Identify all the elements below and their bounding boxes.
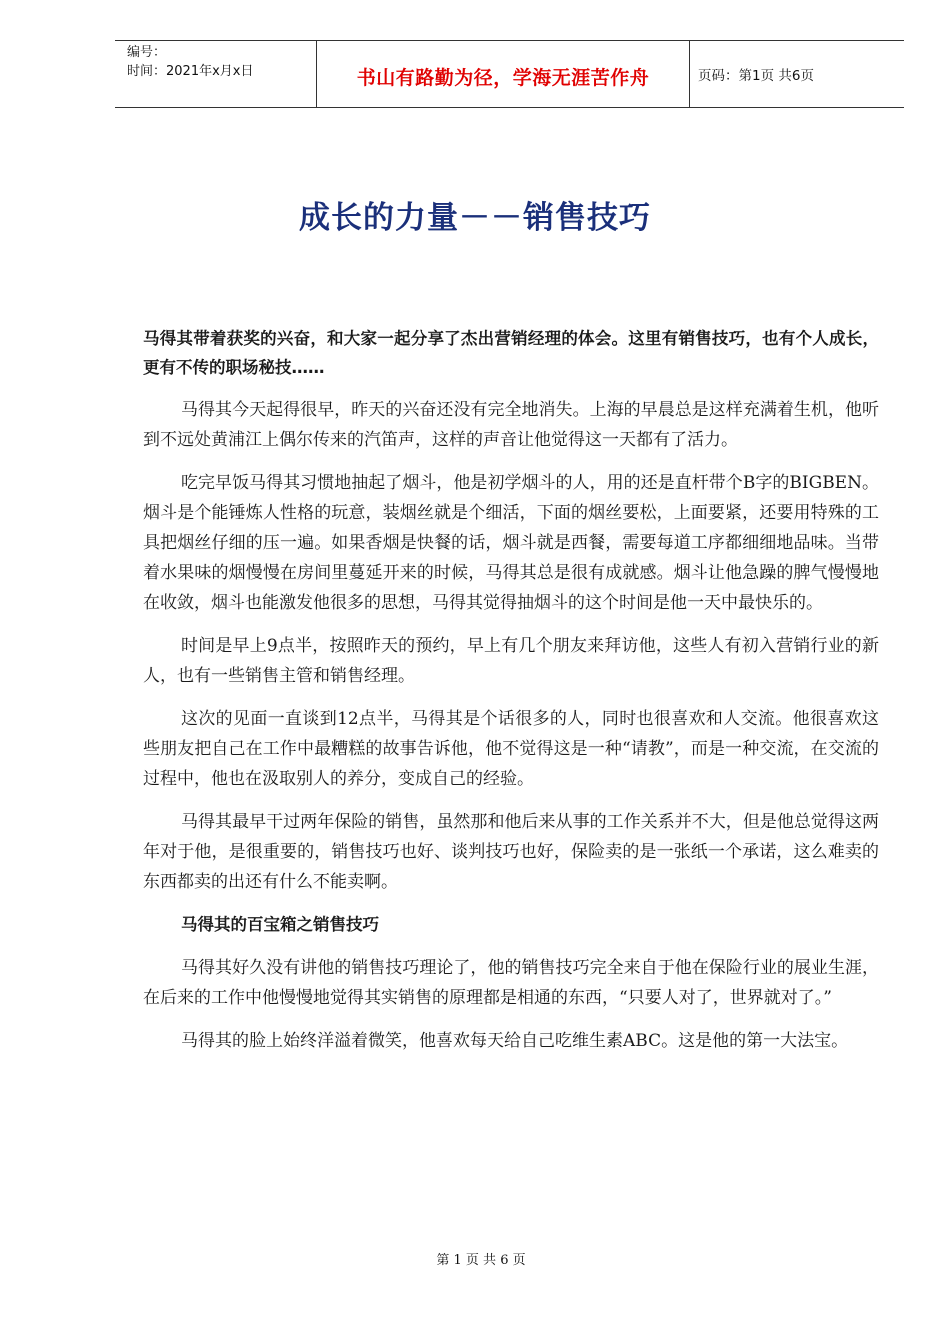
lead-paragraph: 马得其带着获奖的兴奋，和大家一起分享了杰出营销经理的体会。这里有销售技巧，也有个人成长，更有不传的职场秘技……: [143, 329, 879, 377]
document-header: [115, 40, 904, 108]
body-paragraph: 时间是早上9点半，按照昨天的预约，早上有几个朋友来拜访他，这些人有初入营销行业的新人，也有一些销售主管和销售经理。: [143, 636, 879, 686]
header-page-info-cell: [690, 41, 904, 107]
number-label: 编号：: [127, 45, 167, 60]
document-body: [143, 324, 879, 1069]
body-paragraph: 这次的见面一直谈到12点半，马得其是个话很多的人，同时也很喜欢和人交流。他很喜欢这些朋友把自己在工作中最糟糕的故事告诉他，他不觉得这是一种“请教”，而是一种交流，在交流的过程中，他也在汲取别人的养分，变成自己的经验。: [143, 709, 879, 789]
motto: 书山有路勤为径，学海无涯苦作舟: [356, 66, 650, 89]
page-footer: 第 1 页 共 6 页: [436, 1253, 526, 1268]
body-paragraph: 马得其好久没有讲他的销售技巧理论了，他的销售技巧完全来自于他在保险行业的展业生涯，在后来的工作中他慢慢地觉得其实销售的原理都是相通的东西，“只要人对了，世界就对了。”: [143, 958, 879, 1008]
body-paragraph: 吃完早饭马得其习惯地抽起了烟斗，他是初学烟斗的人，用的还是直杆带个B字的BIGBEN。烟斗是个能锤炼人性格的玩意，装烟丝就是个细活，下面的烟丝要松，上面要紧，还要用特殊的工具把烟丝仔细的压一遍。如果香烟是快餐的话，烟斗就是西餐，需要每道工序都细细地品味。当带着水果味的烟慢慢在房间里蔓延开来的时候，马得其总是很有成就感。烟斗让他急躁的脾气慢慢地在收敛，烟斗也能激发他很多的思想，马得其觉得抽烟斗的这个时间是他一天中最快乐的。: [143, 473, 879, 613]
body-paragraph: 马得其最早干过两年保险的销售，虽然那和他后来从事的工作关系并不大，但是他总觉得这两年对于他，是很重要的，销售技巧也好、谈判技巧也好，保险卖的是一张纸一个承诺，这么难卖的东西都卖的出还有什么不能卖啊。: [143, 812, 879, 892]
body-paragraph: 马得其今天起得很早，昨天的兴奋还没有完全地消失。上海的早晨总是这样充满着生机，他听到不远处黄浦江上偶尔传来的汽笛声，这样的声音让他觉得这一天都有了活力。: [143, 400, 879, 450]
body-paragraph: 马得其的脸上始终洋溢着微笑，他喜欢每天给自己吃维生素ABC。这是他的第一大法宝。: [181, 1031, 849, 1051]
page-info: 页码：第1页 共6页: [698, 68, 814, 84]
header-motto-cell: [317, 41, 690, 107]
time-label: 时间：2021年x月x日: [127, 64, 254, 79]
document-title: 成长的力量－－销售技巧: [299, 200, 651, 236]
header-meta: [115, 41, 317, 107]
section-subheading: 马得其的百宝箱之销售技巧: [181, 915, 379, 934]
